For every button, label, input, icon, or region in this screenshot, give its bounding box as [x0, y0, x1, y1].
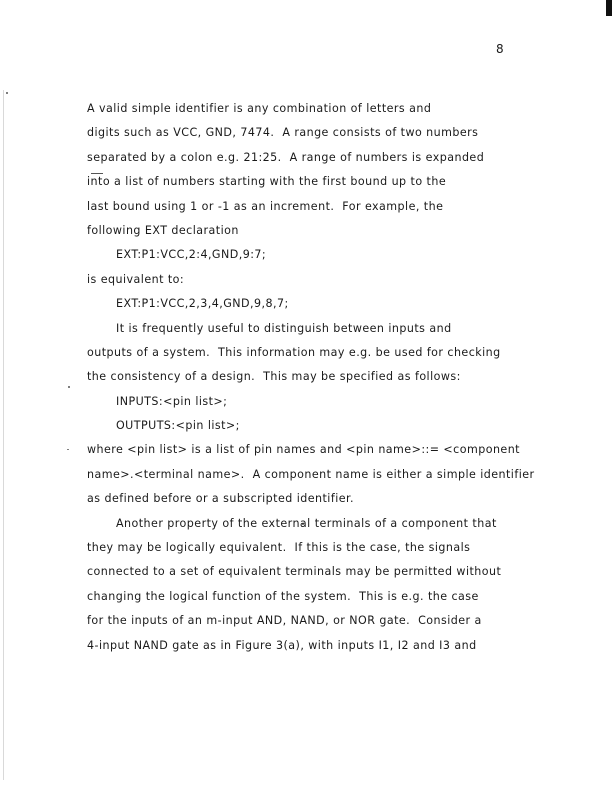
paragraph-line: connected to a set of equivalent terminals may be permitted without	[87, 565, 502, 578]
paragraph-line: Another property of the external terminals of a component that	[116, 517, 497, 530]
page-number: 8	[496, 42, 504, 56]
paragraph-line: changing the logical function of the system. This is e.g. the case	[87, 590, 479, 603]
paragraph-line: last bound using 1 or -1 as an increment. For example, the	[87, 200, 444, 213]
paragraph-line: digits such as VCC, GND, 7474. A range consists of two numbers	[87, 126, 479, 139]
paragraph-line: 4-input NAND gate as in Figure 3(a), with inputs I1, I2 and I3 and	[87, 639, 477, 652]
paragraph-line: is equivalent to:	[87, 273, 185, 286]
code-line: INPUTS:<pin list>;	[116, 395, 228, 408]
scan-speck	[6, 92, 8, 94]
scan-speck	[68, 386, 70, 388]
code-line: EXT:P1:VCC,2,3,4,GND,9,8,7;	[116, 297, 289, 310]
paragraph-line: name>.<terminal name>. A component name is either a simple identifier	[87, 468, 535, 481]
paragraph-line: outputs of a system. This information may e.g. be used for checking	[87, 346, 501, 359]
paragraph-line: following EXT declaration	[87, 224, 239, 237]
paragraph-line: It is frequently useful to distinguish between inputs and	[116, 322, 452, 335]
code-line: EXT:P1:VCC,2:4,GND,9:7;	[116, 248, 267, 261]
paragraph-line: the consistency of a design. This may be specified as follows:	[87, 370, 461, 383]
paragraph-line: they may be logically equivalent. If this is the case, the signals	[87, 541, 471, 554]
paragraph-line: separated by a colon e.g. 21:25. A range of numbers is expanded	[87, 151, 485, 164]
code-line: OUTPUTS:<pin list>;	[116, 419, 240, 432]
paragraph-line: where <pin list> is a list of pin names and <pin name>::= <component	[87, 443, 520, 456]
scan-corner-mark	[606, 0, 612, 16]
paragraph-line: A valid simple identifier is any combination of letters and	[87, 102, 432, 115]
paragraph-line: as defined before or a subscripted identifier.	[87, 492, 354, 505]
scan-margin-line	[3, 90, 4, 780]
paragraph-line: for the inputs of an m-input AND, NAND, or NOR gate. Consider a	[87, 614, 482, 627]
scan-speck	[67, 449, 69, 450]
paragraph-line: into a list of numbers starting with the first bound up to the	[87, 175, 447, 188]
scan-speck	[91, 173, 103, 174]
